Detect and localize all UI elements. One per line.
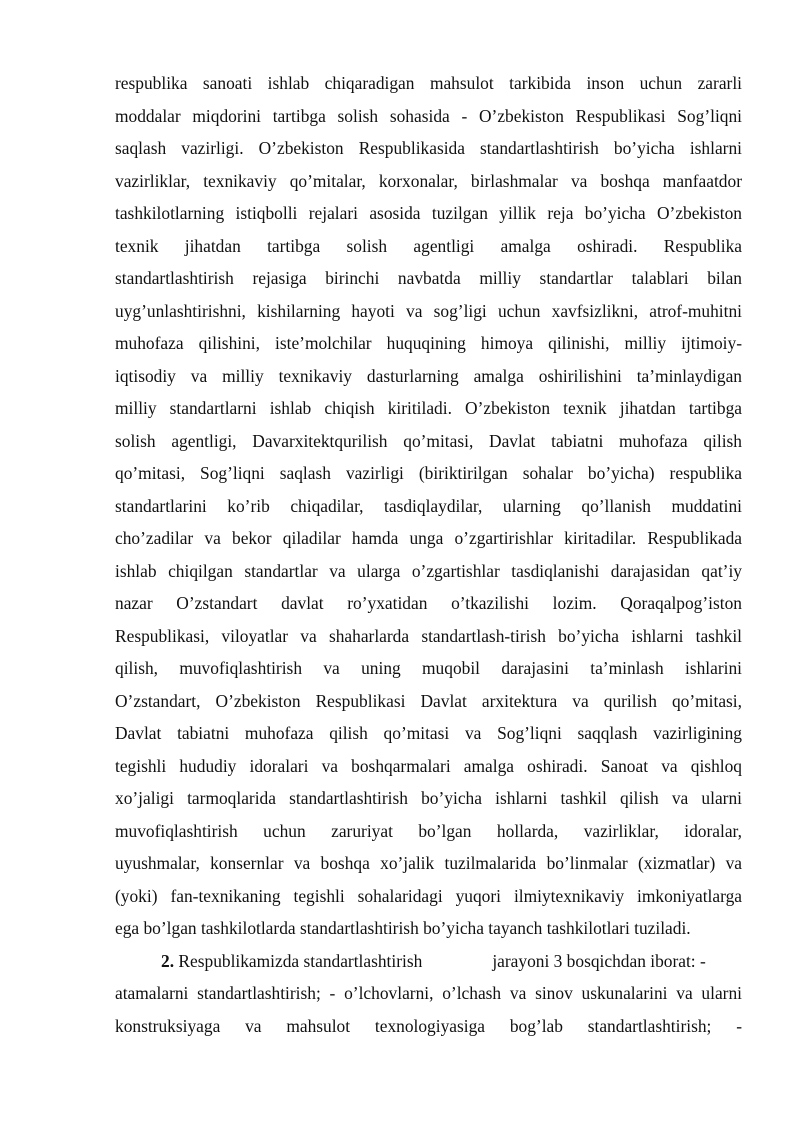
paragraph-1-line: (yoki) fan-texnikaning tegishli sohalaridagi yuqori ilmiytexnikaviy imkoniyatlarga	[115, 885, 742, 906]
paragraph-1-line: moddalar miqdorini tartibga solish sohasida - O’zbekiston Respublikasi Sog’liqni	[115, 105, 742, 126]
document-page	[115, 67, 742, 1042]
paragraph-1-line: texnik jihatdan tartibga solish agentligi amalga oshiradi. Respublika	[115, 235, 742, 256]
paragraph-1-line: uyushmalar, konsernlar va boshqa xo’jalik tuzilmalarida bo’linmalar (xizmatlar) va	[115, 853, 742, 873]
paragraph-1-line: qilish, muvofiqlashtirish va uning muqobil darajasini ta’minlash ishlarini	[115, 658, 742, 678]
item-2-number: 2.	[161, 950, 175, 971]
item-2-line-1	[115, 945, 742, 978]
paragraph-1-line: xo’jaligi tarmoqlarida standartlashtirish bo’yicha ishlarni tashkil qilish va ularni	[115, 788, 742, 808]
paragraph-1-line: vazirliklar, texnikaviy qo’mitalar, korxonalar, birlashmalar va boshqa manfaatdor	[115, 170, 742, 191]
paragraph-1-line: Respublikasi, viloyatlar va shaharlarda standartlash-tirish bo’yicha ishlarni tashkil	[115, 625, 742, 646]
paragraph-1-line: solish agentligi, Davarxitektqurilish qo’mitasi, Davlat tabiatni muhofaza qilish	[115, 430, 742, 451]
paragraph-1-line: saqlash vazirligi. O’zbekiston Respublikasida standartlashtirish bo’yicha ishlarni	[115, 138, 742, 158]
item-2-line-2: atamalarni standartlashtirish; - o’lchovlarni, o’lchash va sinov uskunalarini va ularni	[115, 983, 742, 1003]
paragraph-1-line: ishlab chiqilgan standartlar va ularga o’zgartishlar tasdiqlanishi darajasidan qat’iy	[115, 560, 742, 581]
paragraph-1-line: qo’mitasi, Sog’liqni saqlash vazirligi (biriktirilgan sohalar bo’yicha) respublika	[115, 463, 742, 483]
paragraph-1-line: muhofaza qilishini, iste’molchilar huquqining himoya qilinishi, milliy ijtimoiy-	[115, 333, 742, 353]
paragraph-1-line: cho’zadilar va bekor qiladilar hamda unga o’zgartirishlar kiritadilar. Respublikada	[115, 528, 742, 548]
paragraph-1-line: ega bo’lgan tashkilotlarda standartlashtirish bo’yicha tayanch tashkilotlari tuziladi.	[115, 918, 691, 938]
paragraph-1	[115, 67, 742, 945]
paragraph-1-line: iqtisodiy va milliy texnikaviy dasturlarning amalga oshirilishini ta’minlaydigan	[115, 365, 742, 386]
paragraph-1-line: tashkilotlarning istiqbolli rejalari asosida tuzilgan yillik reja bo’yicha O’zbekiston	[115, 203, 742, 223]
paragraph-1-line: milliy standartlarni ishlab chiqish kiritiladi. O’zbekiston texnik jihatdan tartibga	[115, 398, 742, 418]
paragraph-1-line: uyg’unlashtirishni, kishilarning hayoti va sog’ligi uchun xavfsizlikni, atrof-muhitni	[115, 300, 742, 321]
item-2-text-part-2: jarayoni 3 bosqichdan iborat: -	[492, 950, 706, 971]
paragraph-1-line: nazar O’zstandart davlat ro’yxatidan o’tkazilishi lozim. Qoraqalpog’iston	[115, 593, 742, 613]
paragraph-1-line: O’zstandart, O’zbekiston Respublikasi Davlat arxitektura va qurilish qo’mitasi,	[115, 690, 742, 711]
paragraph-1-line: standartlashtirish rejasiga birinchi navbatda milliy standartlar talablari bilan	[115, 268, 742, 288]
paragraph-1-line: respublika sanoati ishlab chiqaradigan mahsulot tarkibida inson uchun zararli	[115, 73, 742, 93]
item-2-line-3: konstruksiyaga va mahsulot texnologiyasiga bog’lab standartlashtirish; -	[115, 1015, 742, 1036]
paragraph-1-line: Davlat tabiatni muhofaza qilish qo’mitasi va Sog’liqni saqqlash vazirligining	[115, 723, 742, 743]
paragraph-1-line: standartlarini ko’rib chiqadilar, tasdiqlaydilar, ularning qo’llanish muddatini	[115, 495, 742, 516]
paragraph-1-line: tegishli hududiy idoralari va boshqarmalari amalga oshiradi. Sanoat va qishloq	[115, 755, 742, 776]
paragraph-1-line: muvofiqlashtirish uchun zaruriyat bo’lgan hollarda, vazirliklar, idoralar,	[115, 820, 742, 841]
item-2-text-part-1: Respublikamizda standartlashtirish	[178, 950, 423, 971]
